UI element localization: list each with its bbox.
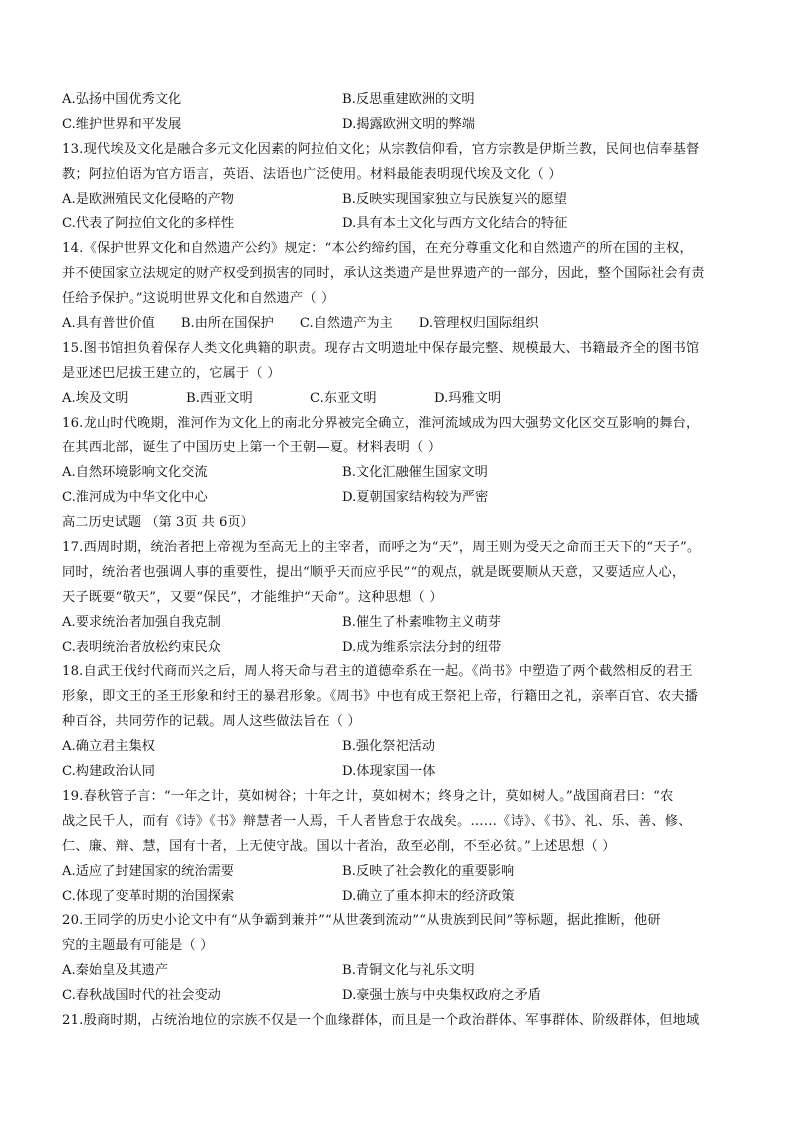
q12-option-c: C.维护世界和平发展 xyxy=(62,116,182,132)
q14-options-row xyxy=(62,312,742,337)
q18-stem-line-2: 形象，即文王的圣王形象和纣王的暴君形象。《周书》中也有成王祭祀上帝，行籍田之礼，亲率百官、农夫播 xyxy=(62,689,698,705)
q20-option-b: B.青铜文化与礼乐文明 xyxy=(342,963,475,979)
q19-stem-line-3: 仁、廉、辩、慧，国有十者，上无使守战。国以十者治，敌至必削，不至必贫。”上述思想（ ） xyxy=(62,838,616,854)
q17-option-d: D.成为维系宗法分封的纽带 xyxy=(342,639,502,655)
q19-option-a: A.适应了封建国家的统治需要 xyxy=(62,863,234,879)
q16-option-b: B.文化汇融催生国家文明 xyxy=(342,465,488,481)
q19-stem-line-1: 19.春秋管子言：“一年之计，莫如树谷；十年之计，莫如树木；终身之计，莫如树人。”战国商君曰：“农 xyxy=(62,788,674,804)
q19-option-d: D.确立了重本抑末的经济政策 xyxy=(342,888,515,904)
q14-stem-line-3: 任给予保护。”这说明世界文化和自然遗产（ ） xyxy=(62,291,335,307)
q21-stem-line-1: 21.殷商时期，占统治地位的宗族不仅是一个血缘群体，而且是一个政治群体、军事群体、阶级群体，但地域 xyxy=(62,1012,700,1028)
q13-option-a: A.是欧洲殖民文化侵略的产物 xyxy=(62,191,234,207)
q17-stem-line-1: 17.西周时期，统治者把上帝视为至高无上的主宰者，而呼之为“天”，周王则为受天之命而王天下的“天子”。 xyxy=(62,540,701,556)
q18-option-c: C.构建政治认同 xyxy=(62,764,155,780)
q17-option-c: C.表明统治者放松约束民众 xyxy=(62,639,221,655)
q15-option-c: C.东亚文明 xyxy=(310,390,377,406)
q14-option-a: A.具有普世价值 xyxy=(62,316,155,332)
q14-option-c: C.自然遗产为主 xyxy=(299,316,393,332)
q20-options-row-2 xyxy=(62,984,742,1009)
q17-option-b: B.催生了朴素唯物主义萌芽 xyxy=(342,614,501,630)
q15-stem-line-1: 15.图书馆担负着保存人类文化典籍的职责。现存古文明遗址中保存最完整、规模最大、书籍最齐全的图书馆 xyxy=(62,340,700,356)
q20-option-d: D.豪强士族与中央集权政府之矛盾 xyxy=(342,988,541,1004)
q20-option-c: C.春秋战国时代的社会变动 xyxy=(62,988,221,1004)
q17-option-a: A.要求统治者加强自我克制 xyxy=(62,614,221,630)
q13-options-row-1 xyxy=(62,188,742,213)
q20-option-a: A.秦始皇及其遗产 xyxy=(62,963,169,979)
q19-option-b: B.反映了社会教化的重要影响 xyxy=(342,863,515,879)
q16-stem-line-1: 16.龙山时代晚期，淮河作为文化上的南北分界被完全确立，淮河流域成为四大强势文化区交互影响的舞台， xyxy=(62,415,700,431)
q20-stem-line-2: 究的主题最有可能是（ ） xyxy=(62,938,214,954)
q18-stem-line-3: 种百谷，共同劳作的记载。周人这些做法旨在（ ） xyxy=(62,714,361,730)
q15-stem-line-2: 是亚述巴尼拔王建立的，它属于（ ） xyxy=(62,365,281,381)
q14-stem-line-1: 14.《保护世界文化和自然遗产公约》规定：“本公约缔约国，在充分尊重文化和自然遗产的所在国的主权， xyxy=(62,241,693,257)
q20-stem-line-1: 20.王同学的历史小论文中有“从争霸到兼并”“从世袭到流动”“从贵族到民间”等标题，据此推断，他研 xyxy=(62,913,661,929)
q12-option-d: D.揭露欧洲文明的弊端 xyxy=(342,116,475,132)
q12-option-b: B.反思重建欧洲的文明 xyxy=(342,92,475,107)
q17-options-row-2 xyxy=(62,636,742,661)
q20-options-row-1 xyxy=(62,959,742,984)
q13-option-b: B.反映实现国家独立与民族复兴的愿望 xyxy=(342,191,567,207)
q16-option-a: A.自然环境影响文化交流 xyxy=(62,465,208,481)
q18-options-row-2 xyxy=(62,760,742,785)
q17-options-row-1 xyxy=(62,611,742,636)
q14-option-d: D.管理权归国际组织 xyxy=(418,316,539,332)
q18-stem-line-1: 18.自武王伐纣代商而兴之后，周人将天命与君主的道德牵系在一起。《尚书》中塑造了两个截然相反的君王 xyxy=(62,664,693,680)
q12-options-row-2 xyxy=(62,113,742,138)
q16-options-row-1 xyxy=(62,461,742,486)
q17-stem-line-2: 同时，统治者也强调人事的重要性，提出“顺乎天而应乎民”“的观点，就是既要顺从天意，又要适应人心， xyxy=(62,564,686,580)
q15-option-a: A.埃及文明 xyxy=(62,390,129,406)
q18-options-row-1 xyxy=(62,735,742,760)
q16-options-row-2 xyxy=(62,486,742,511)
q15-option-d: D.玛雅文明 xyxy=(434,390,502,406)
q16-option-d: D.夏朝国家结构较为严密 xyxy=(342,490,489,506)
q18-option-d: D.体现家国一体 xyxy=(342,764,436,780)
q13-option-c: C.代表了阿拉伯文化的多样性 xyxy=(62,216,235,232)
q13-options-row-2 xyxy=(62,212,742,237)
q18-option-b: B.强化祭祀活动 xyxy=(342,739,436,755)
q16-stem-line-2: 在其西北部，诞生了中国历史上第一个王朝—夏。材料表明（ ） xyxy=(62,440,442,456)
q19-stem-line-2: 战之民千人，而有《诗》《书》辩慧者一人焉，千人者皆怠于农战矣。……《诗》、《书》、礼、乐、善、修、 xyxy=(62,813,692,829)
q13-option-d: D.具有本土文化与西方文化结合的特征 xyxy=(342,216,568,232)
q14-stem-line-2: 并不使国家立法规定的财产权受到损害的同时，承认这类遗产是世界遗产的一部分，因此，整个国际社会有责 xyxy=(62,266,705,282)
q17-stem-line-3: 天子既要“敬天”，又要“保民”，才能维护“天命”。这种思想（ ） xyxy=(62,589,443,605)
page-footer: 高二历史试题 （第 3页 共 6页） xyxy=(62,515,254,531)
q15-option-b: B.西亚文明 xyxy=(186,390,253,406)
q13-stem-line-2: 教；阿拉伯语为官方语言，英语、法语也广泛使用。材料最能表明现代埃及文化（ ） xyxy=(62,166,562,182)
q19-option-c: C.体现了变革时期的治国探索 xyxy=(62,888,235,904)
q18-option-a: A.确立君主集权 xyxy=(62,739,155,755)
q14-option-b: B.由所在国保护 xyxy=(180,316,274,332)
q16-option-c: C.淮河成为中华文化中心 xyxy=(62,490,208,506)
q19-options-row-2 xyxy=(62,885,742,910)
q13-stem-line-1: 13.现代埃及文化是融合多元文化因素的阿拉伯文化；从宗教信仰看，官方宗教是伊斯兰教，民间也信奉基督 xyxy=(62,141,700,157)
exam-page xyxy=(62,88,742,1034)
q19-options-row-1 xyxy=(62,860,742,885)
q12-options-row-1 xyxy=(62,88,742,113)
q15-options-row xyxy=(62,387,742,412)
q12-option-a: A.弘扬中国优秀文化 xyxy=(62,92,182,107)
